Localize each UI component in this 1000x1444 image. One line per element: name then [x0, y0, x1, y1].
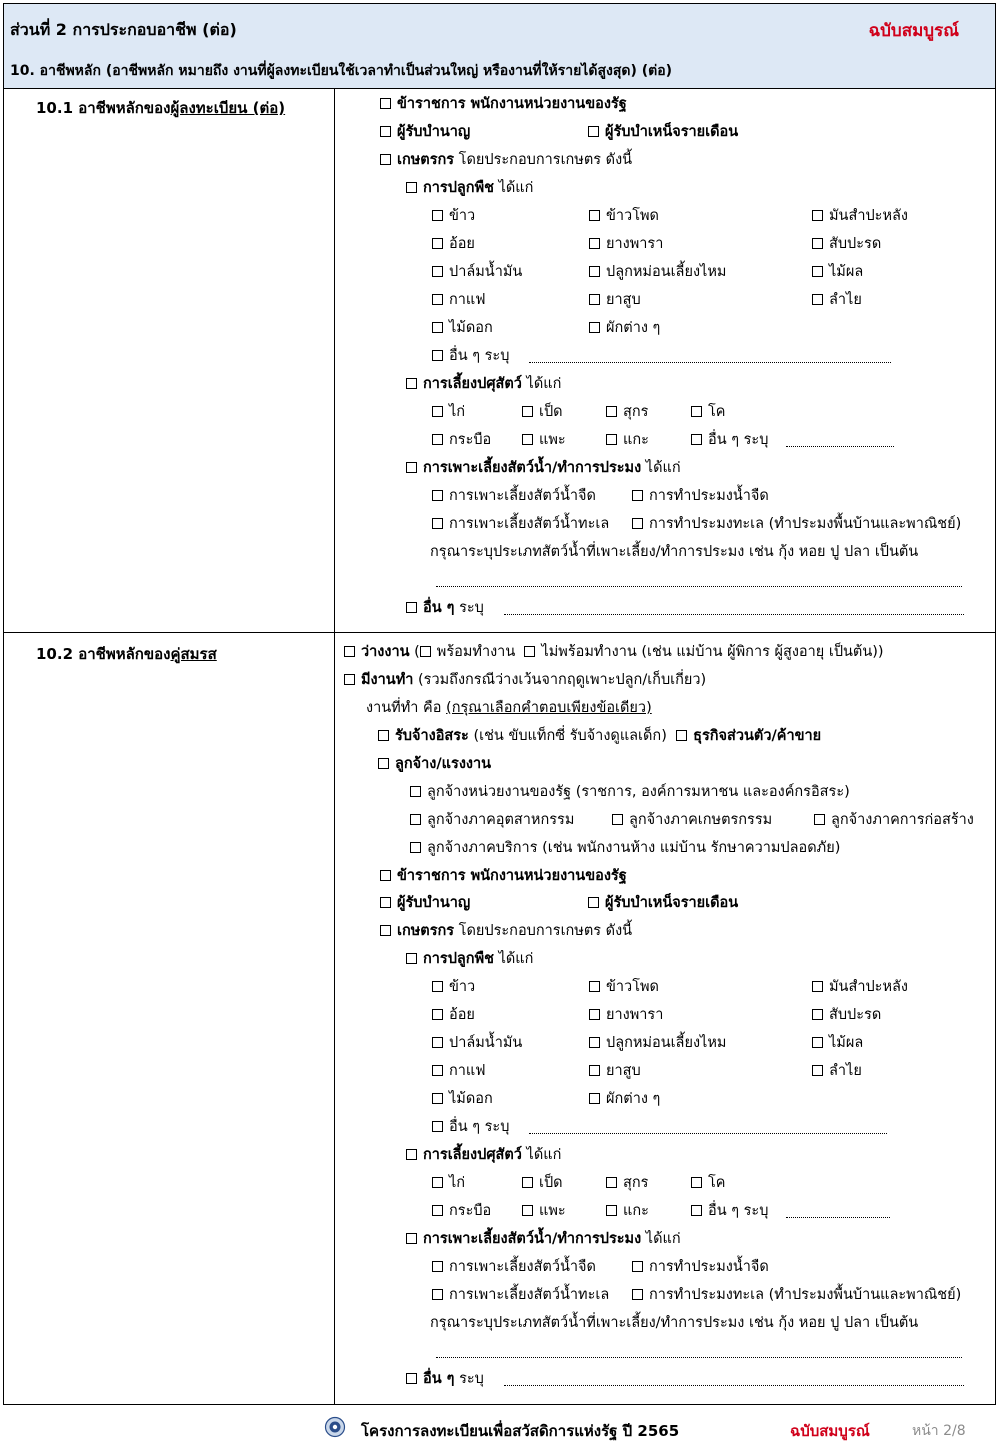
checkbox[interactable]	[812, 266, 823, 277]
spouse-aqua-freshwater-farming[interactable]: การเพาะเลี้ยงสัตว์น้ำจืด	[432, 1257, 596, 1277]
checkbox[interactable]	[432, 1205, 443, 1216]
option-government[interactable]: ข้าราชการ พนักงานหน่วยงานของรัฐ	[380, 94, 627, 114]
livestock-pig[interactable]: สุกร	[606, 402, 648, 422]
section-10-1-label: 10.1 อาชีพหลักของผู้ลงทะเบียน (ต่อ)	[36, 99, 286, 117]
job-instruction: งานที่ทำ คือ (กรุณาเลือกคำตอบเพียงข้อเดียว)	[366, 700, 652, 716]
checkbox[interactable]	[812, 1009, 823, 1020]
section-10-2-label: 10.2 อาชีพหลักของคู่สมรส	[36, 645, 217, 663]
checkbox-not-ready[interactable]	[524, 646, 535, 657]
checkbox[interactable]	[589, 238, 600, 249]
checkbox[interactable]	[522, 406, 533, 417]
checkbox[interactable]	[691, 434, 702, 445]
crop-rice[interactable]: ข้าว	[432, 206, 475, 226]
aqua-marine-farming[interactable]: การเพาะเลี้ยงสัตว์น้ำทะเล	[432, 514, 609, 534]
option-farmer[interactable]: เกษตรกร โดยประกอบการเกษตร ดังนี้	[380, 150, 632, 170]
checkbox[interactable]	[380, 126, 391, 137]
checkbox[interactable]	[406, 182, 417, 193]
spouse-option-livestock[interactable]: การเลี้ยงปศุสัตว์ ได้แก่	[406, 1145, 561, 1165]
crop-corn[interactable]: ข้าวโพด	[589, 206, 659, 226]
spouse-crop-flowers[interactable]: ไม้ดอก	[432, 1089, 493, 1109]
checkbox[interactable]	[606, 1205, 617, 1216]
employee-service[interactable]: ลูกจ้างภาคบริการ (เช่น พนักงานห้าง แม่บ้าน รักษาความปลอดภัย)	[410, 838, 840, 858]
checkbox[interactable]	[406, 1149, 417, 1160]
checkbox[interactable]	[406, 1373, 417, 1384]
option-other-occupation[interactable]: อื่น ๆ ระบุ	[406, 598, 484, 618]
crop-other-field[interactable]	[529, 362, 891, 363]
checkbox-business[interactable]	[676, 730, 687, 741]
spouse-crop-pineapple[interactable]: สับปะรด	[812, 1005, 881, 1025]
checkbox[interactable]	[432, 490, 443, 501]
checkbox[interactable]	[812, 294, 823, 305]
project-name: โครงการลงทะเบียนเพื่อสวัสดิการแห่งรัฐ ปี 2565	[361, 1422, 680, 1440]
spouse-crop-palm-oil[interactable]: ปาล์มน้ำมัน	[432, 1033, 522, 1053]
crop-coffee[interactable]: กาแฟ	[432, 290, 486, 310]
checkbox[interactable]	[344, 646, 355, 657]
spouse-option-government[interactable]: ข้าราชการ พนักงานหน่วยงานของรัฐ	[380, 866, 627, 886]
checkbox[interactable]	[612, 814, 623, 825]
crop-sugarcane[interactable]: อ้อย	[432, 234, 475, 254]
option-unemployed[interactable]: ว่างงาน ( พร้อมทำงาน ไม่พร้อมทำงาน (เช่น แม่บ้าน ผู้พิการ ผู้สูงอายุ เป็นต้น))	[344, 642, 884, 662]
checkbox[interactable]	[344, 674, 355, 685]
checkbox[interactable]	[406, 1233, 417, 1244]
spouse-crop-silk[interactable]: ปลูกหม่อนเลี้ยงไหม	[589, 1033, 726, 1053]
spouse-aqua-freshwater-fishing[interactable]: การทำประมงน้ำจืด	[632, 1257, 769, 1277]
checkbox[interactable]	[432, 1037, 443, 1048]
form-frame	[3, 3, 996, 1405]
livestock-other[interactable]: อื่น ๆ ระบุ	[691, 430, 768, 450]
livestock-cattle[interactable]: โค	[691, 402, 726, 422]
checkbox[interactable]	[432, 238, 443, 249]
crop-vegetables[interactable]: ผักต่าง ๆ	[589, 318, 660, 338]
option-employed[interactable]: มีงานทำ (รวมถึงกรณีว่างเว้นจากฤดูเพาะปลูก/เก็บเกี่ยว)	[344, 670, 706, 690]
spouse-option-aquaculture[interactable]: การเพาะเลี้ยงสัตว์น้ำ/ทำการประมง ได้แก่	[406, 1229, 681, 1249]
crop-palm-oil[interactable]: ปาล์มน้ำมัน	[432, 262, 522, 282]
checkbox[interactable]	[406, 378, 417, 389]
spouse-aqua-type-field[interactable]	[436, 1357, 962, 1358]
spouse-livestock-duck[interactable]: เป็ด	[522, 1173, 563, 1193]
option-pension[interactable]: ผู้รับบำนาญ	[380, 122, 470, 142]
question-header	[4, 48, 995, 89]
checkbox[interactable]	[410, 786, 421, 797]
spouse-crop-fruit[interactable]: ไม้ผล	[812, 1033, 863, 1053]
checkbox[interactable]	[589, 1009, 600, 1020]
checkbox[interactable]	[432, 981, 443, 992]
spouse-livestock-cattle[interactable]: โค	[691, 1173, 726, 1193]
spouse-other-occupation-field[interactable]	[504, 1385, 964, 1386]
checkbox[interactable]	[432, 1093, 443, 1104]
checkbox[interactable]	[632, 1289, 643, 1300]
employee-government[interactable]: ลูกจ้างหน่วยงานของรัฐ (ราชการ, องค์การมหาชน และองค์กรอิสระ)	[410, 782, 850, 802]
checkbox[interactable]	[812, 1065, 823, 1076]
page-footer	[0, 1416, 1000, 1444]
option-aquaculture[interactable]: การเพาะเลี้ยงสัตว์น้ำ/ทำการประมง ได้แก่	[406, 458, 681, 478]
checkbox[interactable]	[606, 1177, 617, 1188]
crop-longan[interactable]: ลำไย	[812, 290, 862, 310]
checkbox[interactable]	[606, 434, 617, 445]
checkbox[interactable]	[380, 98, 391, 109]
checkbox[interactable]	[606, 406, 617, 417]
checkbox[interactable]	[432, 1065, 443, 1076]
spouse-option-monthly-gratuity[interactable]: ผู้รับบำเหน็จรายเดือน	[588, 893, 738, 913]
checkbox[interactable]	[432, 1009, 443, 1020]
livestock-other-field[interactable]	[786, 446, 894, 447]
livestock-buffalo[interactable]: กระบือ	[432, 430, 491, 450]
checkbox[interactable]	[812, 210, 823, 221]
checkbox[interactable]	[406, 462, 417, 473]
row-divider	[4, 632, 995, 633]
checkbox[interactable]	[432, 350, 443, 361]
checkbox[interactable]	[589, 1037, 600, 1048]
checkbox[interactable]	[632, 1261, 643, 1272]
aqua-note: กรุณาระบุประเภทสัตว์น้ำที่เพาะเลี้ยง/ทำการประมง เช่น กุ้ง หอย ปู ปลา เป็นต้น	[430, 544, 919, 560]
crop-fruit[interactable]: ไม้ผล	[812, 262, 863, 282]
column-divider	[334, 88, 335, 1404]
spouse-crop-rubber[interactable]: ยางพารา	[589, 1005, 663, 1025]
spouse-crop-coffee[interactable]: กาแฟ	[432, 1061, 486, 1081]
spouse-livestock-other-field[interactable]	[786, 1217, 890, 1218]
checkbox[interactable]	[380, 154, 391, 165]
full-version-label: ฉบับสมบูรณ์	[868, 21, 959, 41]
page-number: หน้า 2/8	[912, 1423, 966, 1439]
checkbox[interactable]	[691, 1177, 702, 1188]
checkbox[interactable]	[432, 322, 443, 333]
checkbox-ready[interactable]	[420, 646, 431, 657]
checkbox[interactable]	[589, 294, 600, 305]
checkbox[interactable]	[378, 758, 389, 769]
spouse-livestock-goat[interactable]: แพะ	[522, 1201, 566, 1221]
spouse-crop-tobacco[interactable]: ยาสูบ	[589, 1061, 641, 1081]
spouse-livestock-pig[interactable]: สุกร	[606, 1173, 648, 1193]
checkbox[interactable]	[589, 981, 600, 992]
checkbox[interactable]	[522, 434, 533, 445]
crop-tobacco[interactable]: ยาสูบ	[589, 290, 641, 310]
crop-flowers[interactable]: ไม้ดอก	[432, 318, 493, 338]
checkbox[interactable]	[632, 518, 643, 529]
option-livestock[interactable]: การเลี้ยงปศุสัตว์ ได้แก่	[406, 374, 561, 394]
checkbox[interactable]	[589, 1093, 600, 1104]
spouse-livestock-buffalo[interactable]: กระบือ	[432, 1201, 491, 1221]
government-emblem-icon	[324, 1416, 346, 1438]
checkbox[interactable]	[691, 1205, 702, 1216]
checkbox[interactable]	[432, 294, 443, 305]
option-freelance[interactable]: รับจ้างอิสระ (เช่น ขับแท็กซี่ รับจ้างดูแลเด็ก) ธุรกิจส่วนตัว/ค้าขาย	[378, 726, 821, 746]
spouse-aqua-marine-farming[interactable]: การเพาะเลี้ยงสัตว์น้ำทะเล	[432, 1285, 609, 1305]
checkbox[interactable]	[588, 897, 599, 908]
checkbox[interactable]	[812, 981, 823, 992]
spouse-crop-corn[interactable]: ข้าวโพด	[589, 977, 659, 997]
checkbox[interactable]	[812, 1037, 823, 1048]
spouse-crop-longan[interactable]: ลำไย	[812, 1061, 862, 1081]
crop-cassava[interactable]: มันสำปะหลัง	[812, 206, 908, 226]
aqua-freshwater-fishing[interactable]: การทำประมงน้ำจืด	[632, 486, 769, 506]
checkbox[interactable]	[522, 1177, 533, 1188]
livestock-sheep[interactable]: แกะ	[606, 430, 649, 450]
section-title: ส่วนที่ 2 การประกอบอาชีพ (ต่อ)	[10, 20, 237, 39]
checkbox[interactable]	[432, 266, 443, 277]
spouse-option-other-occupation[interactable]: อื่น ๆ ระบุ	[406, 1369, 484, 1389]
question-title: 10. อาชีพหลัก (อาชีพหลัก หมายถึง งานที่ผู้ลงทะเบียนใช้เวลาทำเป็นส่วนใหญ่ หรืองานที่ให้รายได้สูงสุด) (ต่อ)	[10, 63, 673, 79]
spouse-crop-vegetables[interactable]: ผักต่าง ๆ	[589, 1089, 660, 1109]
spouse-option-farmer[interactable]: เกษตรกร โดยประกอบการเกษตร ดังนี้	[380, 921, 632, 941]
checkbox[interactable]	[432, 406, 443, 417]
crop-other[interactable]: อื่น ๆ ระบุ	[432, 346, 509, 366]
aqua-type-field[interactable]	[436, 586, 962, 587]
other-occupation-field[interactable]	[504, 614, 964, 615]
spouse-crop-other[interactable]: อื่น ๆ ระบุ	[432, 1117, 509, 1137]
livestock-goat[interactable]: แพะ	[522, 430, 566, 450]
checkbox[interactable]	[380, 925, 391, 936]
checkbox[interactable]	[380, 897, 391, 908]
crop-rubber[interactable]: ยางพารา	[589, 234, 663, 254]
section-header	[4, 4, 995, 49]
livestock-chicken[interactable]: ไก่	[432, 402, 465, 422]
checkbox[interactable]	[432, 210, 443, 221]
aqua-freshwater-farming[interactable]: การเพาะเลี้ยงสัตว์น้ำจืด	[432, 486, 596, 506]
spouse-aqua-note: กรุณาระบุประเภทสัตว์น้ำที่เพาะเลี้ยง/ทำการประมง เช่น กุ้ง หอย ปู ปลา เป็นต้น	[430, 1315, 919, 1331]
option-crops[interactable]: การปลูกพืช ได้แก่	[406, 178, 533, 198]
spouse-crop-rice[interactable]: ข้าว	[432, 977, 475, 997]
checkbox[interactable]	[410, 814, 421, 825]
checkbox[interactable]	[378, 730, 389, 741]
employee-industry[interactable]: ลูกจ้างภาคอุตสาหกรรม	[410, 810, 574, 830]
option-employee[interactable]: ลูกจ้าง/แรงงาน	[378, 754, 491, 774]
checkbox[interactable]	[432, 434, 443, 445]
spouse-livestock-chicken[interactable]: ไก่	[432, 1173, 465, 1193]
spouse-aqua-marine-fishing[interactable]: การทำประมงทะเล (ทำประมงพื้นบ้านและพาณิชย์)	[632, 1285, 961, 1305]
checkbox[interactable]	[588, 126, 599, 137]
checkbox[interactable]	[406, 953, 417, 964]
spouse-crop-cassava[interactable]: มันสำปะหลัง	[812, 977, 908, 997]
checkbox[interactable]	[589, 210, 600, 221]
spouse-crop-other-field[interactable]	[529, 1133, 887, 1134]
crop-pineapple[interactable]: สับปะรด	[812, 234, 881, 254]
checkbox[interactable]	[432, 518, 443, 529]
spouse-crop-sugarcane[interactable]: อ้อย	[432, 1005, 475, 1025]
checkbox[interactable]	[589, 266, 600, 277]
checkbox[interactable]	[432, 1261, 443, 1272]
checkbox[interactable]	[589, 322, 600, 333]
checkbox[interactable]	[410, 842, 421, 853]
checkbox[interactable]	[691, 406, 702, 417]
spouse-livestock-sheep[interactable]: แกะ	[606, 1201, 649, 1221]
aqua-marine-fishing[interactable]: การทำประมงทะเล (ทำประมงพื้นบ้านและพาณิชย์)	[632, 514, 961, 534]
checkbox[interactable]	[432, 1289, 443, 1300]
checkbox[interactable]	[432, 1121, 443, 1132]
livestock-duck[interactable]: เป็ด	[522, 402, 563, 422]
footer-full-version: ฉบับสมบูรณ์	[790, 1422, 870, 1440]
option-monthly-gratuity[interactable]: ผู้รับบำเหน็จรายเดือน	[588, 122, 738, 142]
checkbox[interactable]	[812, 238, 823, 249]
checkbox[interactable]	[380, 870, 391, 881]
checkbox[interactable]	[814, 814, 825, 825]
employee-agriculture[interactable]: ลูกจ้างภาคเกษตรกรรม	[612, 810, 772, 830]
checkbox[interactable]	[432, 1177, 443, 1188]
employee-construction[interactable]: ลูกจ้างภาคการก่อสร้าง	[814, 810, 974, 830]
checkbox[interactable]	[406, 602, 417, 613]
checkbox[interactable]	[589, 1065, 600, 1076]
checkbox[interactable]	[632, 490, 643, 501]
crop-silk[interactable]: ปลูกหม่อนเลี้ยงไหม	[589, 262, 726, 282]
spouse-livestock-other[interactable]: อื่น ๆ ระบุ	[691, 1201, 768, 1221]
spouse-option-crops[interactable]: การปลูกพืช ได้แก่	[406, 949, 533, 969]
spouse-option-pension[interactable]: ผู้รับบำนาญ	[380, 893, 470, 913]
checkbox[interactable]	[522, 1205, 533, 1216]
